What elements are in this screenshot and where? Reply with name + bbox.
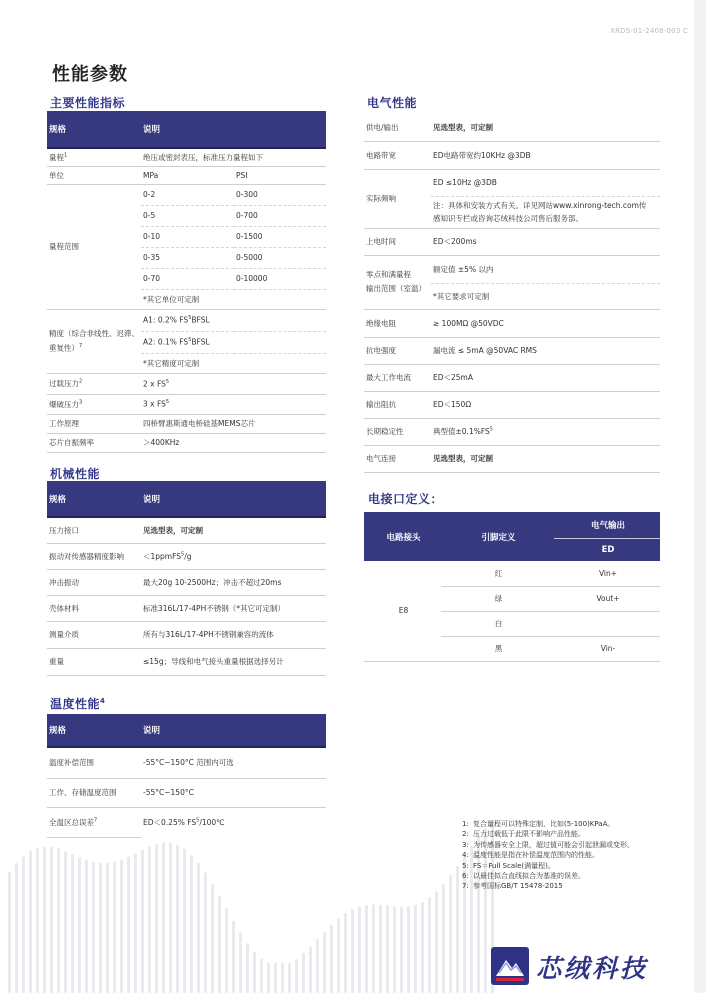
table-row — [364, 561, 660, 586]
wave-bar — [232, 921, 235, 993]
range-mpa: 0-35 — [141, 247, 234, 268]
wave-bar — [127, 857, 130, 993]
connector-e8: E8 — [364, 561, 441, 661]
wave-bar — [386, 906, 389, 993]
footnotes — [462, 819, 634, 892]
elec-value: ED电路带宽约10KHz @3DB — [431, 141, 660, 169]
interface-table — [364, 512, 660, 662]
wave-bar — [407, 906, 410, 993]
wave-bar — [267, 963, 270, 993]
table-row — [47, 433, 326, 452]
wave-bar — [183, 849, 186, 993]
company-brand-name: 芯绒科技 — [536, 954, 649, 983]
wave-bar — [372, 904, 375, 993]
pin-ed: Vin+ — [554, 561, 660, 586]
table-row — [364, 169, 660, 196]
electrical-table — [364, 115, 660, 473]
document-id: XRDS-01-2408-003 C — [610, 27, 688, 35]
table-row — [47, 747, 326, 778]
elec-label: 最大工作电流 — [364, 364, 431, 391]
wave-bar — [337, 918, 340, 993]
chip-freq-value: ＞400KHz — [141, 433, 326, 452]
footnote: 6: 以最佳拟合直线拟合为基准的误差。 — [462, 872, 585, 881]
temp-value: ED＜0.25% $FS^5/100℃$ — [143, 817, 225, 827]
wave-bar — [99, 863, 102, 993]
range-mpa: 0-70 — [141, 268, 234, 289]
section-title-mechanical: 机械性能 — [50, 467, 101, 481]
page-title: 性能参数 — [52, 64, 128, 85]
wave-bar — [218, 896, 221, 993]
footnote: 5: FS＝Full Scale(满量程)。 — [462, 861, 555, 870]
wave-bar — [260, 959, 263, 993]
wave-bar — [225, 908, 228, 993]
pin-color: 红 — [441, 561, 554, 586]
wave-bar — [456, 866, 459, 993]
table-row — [47, 543, 326, 569]
company-logo — [490, 946, 680, 986]
wave-bar — [414, 905, 417, 993]
wave-bar — [43, 846, 46, 993]
elec-note: *其它要求可定制 — [431, 283, 660, 309]
mech-label: 测量介质 — [47, 621, 141, 648]
wave-bar — [148, 846, 151, 993]
temp-label: 工作、存储温度范围 — [47, 778, 141, 807]
wave-bar — [8, 872, 11, 993]
burst-value: 3 x $FS^5$ — [141, 394, 326, 414]
header-spec: 规格 — [47, 714, 141, 747]
header-connector: 电路接头 — [364, 512, 441, 561]
mech-value: ≤15g；导线和电气接头重量根据选择另计 — [141, 648, 326, 675]
overload-label: 过载压力$^2$ — [47, 373, 141, 394]
wave-bar — [393, 906, 396, 993]
header-desc: 说明 — [141, 481, 326, 517]
table-row — [364, 255, 660, 283]
header-ed: ED — [554, 538, 660, 561]
wave-bar — [78, 857, 81, 993]
pin-color: 绿 — [441, 586, 554, 611]
elec-label: 电气连接 — [364, 445, 431, 472]
wave-bar — [64, 851, 67, 993]
table-row — [364, 364, 660, 391]
table-row — [47, 184, 326, 205]
mech-label: 重量 — [47, 648, 141, 675]
range-mpa: 0-10 — [141, 226, 234, 247]
wave-bar — [400, 907, 403, 993]
elec-label: 电路带宽 — [364, 141, 431, 169]
pin-color: 白 — [441, 611, 554, 636]
wave-bar — [120, 860, 123, 993]
range-mpa: 0-5 — [141, 205, 234, 226]
wave-bar — [239, 932, 242, 993]
table-row — [47, 373, 326, 394]
mech-label: 压力接口 — [47, 517, 141, 543]
elec-value: ED＜25mA — [431, 364, 660, 391]
wave-bar — [29, 851, 32, 993]
wave-bar — [190, 855, 193, 993]
table-row — [47, 621, 326, 648]
temp-label: 全温区总误差$^7$ — [47, 807, 141, 837]
table-row — [364, 141, 660, 169]
elec-label: 绝缘电阻 — [364, 309, 431, 337]
footnote: 4: 温度性能是指在补偿温度范围内的性能。 — [462, 851, 599, 860]
main-spec-table — [47, 111, 326, 453]
accuracy-note: *其它精度可定制 — [141, 353, 326, 373]
wave-bar — [50, 847, 53, 993]
wave-bar — [15, 863, 18, 993]
elec-value: ED＜150Ω — [431, 391, 660, 418]
table-row — [47, 569, 326, 595]
table-row — [364, 445, 660, 472]
table-row — [47, 517, 326, 543]
wave-bar — [323, 932, 326, 993]
mech-label: 壳体材料 — [47, 595, 141, 621]
wave-bar — [71, 854, 74, 993]
footnote: 1: 复合量程可以特殊定制，比如(5-100)KPaA。 — [462, 820, 615, 828]
elec-label: 零点和满量程 输出范围（室温） — [364, 255, 431, 309]
wave-bar — [155, 844, 158, 993]
mechanical-table — [47, 481, 326, 676]
mech-value: 标准316L/17-4PH不锈钢（*其它可定制） — [141, 595, 326, 621]
wave-bar — [358, 906, 361, 993]
table-row — [47, 595, 326, 621]
xinrong-logo-icon — [490, 946, 530, 986]
wave-bar — [281, 963, 284, 993]
wave-bar — [141, 850, 144, 993]
wave-bar — [246, 943, 249, 993]
header-desc: 说明 — [141, 111, 326, 148]
wave-bar — [344, 913, 347, 993]
header-spec: 规格 — [47, 111, 141, 148]
wave-bar — [106, 863, 109, 993]
elec-value: ≥ 100MΩ @50VDC — [431, 309, 660, 337]
chip-freq-label: 芯片自振频率 — [47, 433, 141, 452]
wave-bar — [309, 947, 312, 993]
wave-bar — [22, 856, 25, 993]
table-row — [47, 148, 326, 166]
wave-bar — [204, 872, 207, 993]
elec-label: 输出阻抗 — [364, 391, 431, 418]
header-spec: 规格 — [47, 481, 141, 517]
header-output: 电气输出 — [554, 512, 660, 538]
wave-bar — [330, 925, 333, 993]
footnote: 7: 参考国标GB/T 15478-2015 — [462, 882, 563, 891]
wave-bar — [162, 842, 165, 993]
table-row — [47, 166, 326, 184]
header-pin: 引脚定义 — [441, 512, 554, 561]
mech-value: 最大20g 10-2500Hz；冲击不超过20ms — [141, 569, 326, 595]
wave-bar — [253, 952, 256, 993]
elec-value: 见选型表，可定制 — [431, 115, 660, 141]
wave-bar — [442, 884, 445, 993]
wave-bar — [316, 939, 319, 993]
mech-value: ＜1ppmFS$^5$/g — [141, 543, 326, 569]
elec-note: 注：具体和安装方式有关。详见网站www.xinrong-tech.com传 感知识专栏或咨询芯绒科技公司售后服务部。 — [431, 196, 660, 228]
pin-ed — [554, 611, 660, 636]
mech-value: 所有与316L/17-4PH不锈钢兼容的流体 — [141, 621, 326, 648]
section-title-main: 主要性能指标 — [50, 96, 126, 110]
range-psi: 0-700 — [234, 205, 326, 226]
elec-label: 上电时间 — [364, 228, 431, 255]
mech-label: 冲击振动 — [47, 569, 141, 595]
section-title-electrical: 电气性能 — [367, 96, 418, 110]
wave-bar — [351, 909, 354, 993]
header-desc: 说明 — [141, 714, 326, 747]
wave-bar — [85, 860, 88, 993]
footnote: 2: 压力过载低于此限不影响产品性能。 — [462, 830, 585, 839]
elec-value: ED ≤10Hz @3DB — [431, 169, 660, 196]
wave-bar — [211, 884, 214, 993]
range-label: 量程$^1$ — [47, 148, 141, 166]
temp-label: 温度补偿范围 — [47, 747, 141, 778]
section-title-temperature: 温度性能$^4$ — [50, 697, 106, 711]
elec-label: 长期稳定性 — [364, 418, 431, 445]
table-row — [47, 394, 326, 414]
footnote: 3: 为传感器安全上限，超过值可能会引起泄漏或变形。 — [462, 840, 634, 849]
range-psi: 0-300 — [234, 184, 326, 205]
pin-color: 黑 — [441, 636, 554, 661]
section-title-interface: 电接口定义： — [368, 492, 444, 506]
elec-value: 漏电流 ≤ 5mA @50VAC RMS — [431, 337, 660, 364]
range-psi: 0-10000 — [234, 268, 326, 289]
temp-value: -55°C~150°C 范围内可选 — [141, 747, 326, 778]
wave-bar — [295, 959, 298, 993]
elec-label: 供电/输出 — [364, 115, 431, 141]
elec-value: 额定值 ±5% 以内 — [431, 255, 660, 283]
wave-bar — [36, 848, 39, 993]
pin-ed: Vout+ — [554, 586, 660, 611]
table-row — [47, 309, 326, 331]
range-note: *其它单位可定制 — [141, 289, 326, 309]
elec-label: 抗电强度 — [364, 337, 431, 364]
table-row — [364, 115, 660, 141]
wave-bar — [169, 842, 172, 993]
wave-bar — [365, 905, 368, 993]
wave-bar — [134, 853, 137, 993]
unit-label: 单位 — [47, 166, 141, 184]
wave-bar — [302, 953, 305, 993]
table-row — [47, 648, 326, 675]
table-row — [364, 337, 660, 364]
wave-bar — [57, 848, 60, 993]
unit-psi: PSI — [234, 166, 326, 184]
wave-bar — [421, 902, 424, 993]
range-table-label: 量程范围 — [47, 184, 141, 309]
principle-label: 工作原理 — [47, 414, 141, 433]
elec-label: 实际频响 — [364, 169, 431, 228]
elec-value: 典型值$\pm 0.1\%FS^5$ — [431, 418, 660, 445]
mech-value: 见选型表，可定制 — [141, 517, 326, 543]
range-value: 绝压或密封表压，标准压力量程如下 — [141, 148, 326, 166]
principle-value: 四桥臂惠斯通电桥硅基MEMS芯片 — [141, 414, 326, 433]
elec-value: 见选型表，可定制 — [431, 445, 660, 472]
wave-bar — [435, 891, 438, 993]
table-row — [364, 391, 660, 418]
unit-mpa: MPa — [141, 166, 234, 184]
wave-bar — [92, 862, 95, 993]
range-psi: 0-5000 — [234, 247, 326, 268]
wave-bar — [197, 863, 200, 993]
decorative-wave-graphic — [0, 780, 520, 993]
page-edge — [694, 0, 706, 993]
wave-bar — [176, 845, 179, 993]
wave-bar — [113, 862, 116, 993]
wave-bar — [449, 875, 452, 993]
accuracy-a1: A1: 0.2% $FS^5BFSL$ — [141, 309, 326, 331]
table-row — [364, 228, 660, 255]
table-row — [364, 418, 660, 445]
wave-bar — [274, 963, 277, 993]
wave-bar — [379, 905, 382, 993]
table-row — [364, 309, 660, 337]
burst-label: 爆破压力$^3$ — [47, 394, 141, 414]
temp-value: -55°C~150°C — [141, 778, 326, 807]
mech-label: 振动对传感器精度影响 — [47, 543, 141, 569]
accuracy-a2: A2: 0.1% $FS^5BFSL$ — [141, 331, 326, 353]
pin-ed: Vin- — [554, 636, 660, 661]
accuracy-label: 精度（综合非线性、迟滞、重复性）$^7$ — [47, 309, 141, 373]
wave-bar — [428, 897, 431, 993]
range-psi: 0-1500 — [234, 226, 326, 247]
range-mpa: 0-2 — [141, 184, 234, 205]
table-row — [47, 414, 326, 433]
elec-value: ED＜200ms — [431, 228, 660, 255]
overload-value: 2 x $FS^5$ — [141, 373, 326, 394]
wave-bar — [288, 963, 291, 993]
